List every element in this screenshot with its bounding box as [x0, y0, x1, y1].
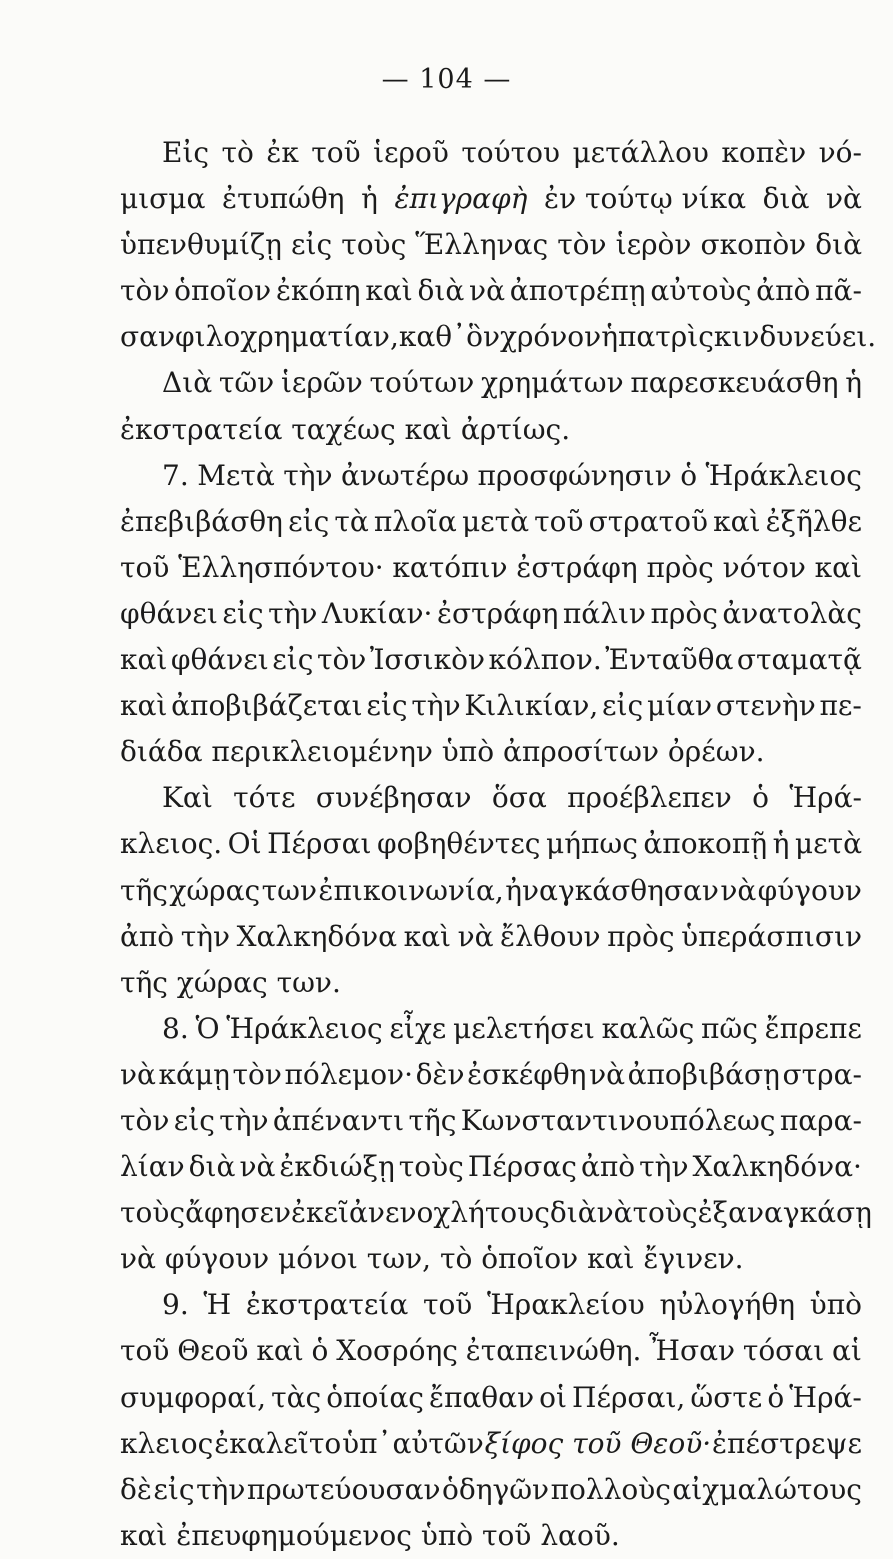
text-line [120, 1513, 862, 1559]
word: ξίφος τοῦ Θεοῦ· [484, 1426, 712, 1460]
word: ὑπεράσπισιν [681, 919, 862, 953]
word: ἀποβιβάζεται [171, 689, 363, 723]
word: κόλπον. [488, 643, 602, 677]
word: καλῶς [601, 1011, 695, 1045]
word: Εἰς [162, 136, 210, 169]
word: ὥστε [690, 1380, 763, 1414]
word: ἡ [772, 827, 790, 861]
word: φθάνει [120, 596, 218, 630]
word: μήπως [546, 827, 638, 861]
text-line [120, 1328, 862, 1374]
word: κλειος. [120, 827, 223, 861]
word: καὶ [256, 1334, 304, 1368]
word: ἠναγκάσθησαν [505, 873, 719, 907]
word: ἀνατολὰς [722, 596, 862, 630]
word: ἐπεβιβάσθη [120, 504, 283, 538]
word: ἱερῶν [280, 366, 363, 400]
word: 7. [162, 458, 189, 492]
word: καὶ [365, 274, 413, 308]
text-line [120, 591, 862, 637]
word: κατόπιν [392, 550, 508, 584]
word: Πέρσαι [267, 827, 372, 861]
word: πάλιν [562, 596, 646, 630]
text-line [120, 176, 862, 222]
word: ἀποτρέπῃ [509, 274, 646, 308]
word: διὰ [549, 1196, 597, 1230]
word: νὰ [589, 1057, 625, 1091]
word: ἀνωτέρω [341, 458, 470, 492]
word: διὰ [417, 274, 465, 308]
word: καὶ [713, 504, 761, 538]
word: εἰς [272, 643, 314, 677]
word: νὰ [469, 274, 505, 308]
word: νότον [722, 550, 806, 584]
word: ἀπὸ [580, 1150, 636, 1184]
word: νὰ [826, 182, 862, 216]
word: καὶ [120, 643, 168, 677]
word: καὶ ἐπευφημούμενος ὑπὸ τοῦ λαοῦ. [120, 1518, 620, 1552]
word: μισμα [120, 182, 206, 216]
word: Πέρσαι, [572, 1380, 686, 1414]
text-line [120, 1098, 862, 1144]
word: Ἰσσικὸν [369, 643, 485, 677]
word: ἐκδιώξῃ [279, 1150, 395, 1184]
word: ἡ [361, 182, 378, 216]
word: καὶ [814, 550, 862, 584]
word: τὸν [120, 274, 170, 308]
word: τὴν [180, 919, 231, 953]
word: των [261, 873, 317, 907]
word: ἐκεῖ [291, 1196, 350, 1230]
page-number: — 104 — [381, 64, 512, 95]
word: λίαν [120, 1150, 185, 1184]
text-line [120, 1467, 862, 1513]
word: ἀνενοχλήτους [349, 1196, 550, 1230]
word: τόσαι [742, 1334, 825, 1368]
text-line [120, 1375, 862, 1421]
word: αὐτῶν [392, 1426, 484, 1460]
word: εἰς [173, 1103, 215, 1137]
word: προέβλεπεν [567, 781, 732, 815]
word: εἶχε [389, 1011, 447, 1045]
word: Κωνσταντινουπόλεως [460, 1103, 776, 1137]
word: παρεσκευάσθη [630, 366, 839, 400]
word: πατρὶς [617, 320, 714, 354]
word: Χαλκηδόνα· [692, 1150, 862, 1184]
text-line [120, 453, 862, 499]
word: μίαν [646, 689, 713, 723]
word: ἐκαλεῖτο [214, 1426, 342, 1460]
word: ἱερὸν [615, 228, 692, 262]
word: τῆς [408, 1103, 457, 1137]
word: Καὶ [162, 781, 213, 815]
word: συμφοραί, [120, 1380, 267, 1414]
word: εἰς [153, 1472, 195, 1506]
word: τοῦ [311, 136, 361, 169]
word: ἐσκέφθη [467, 1057, 587, 1091]
text-line [120, 1236, 862, 1282]
word: πρωτεύουσαν [246, 1472, 441, 1506]
word: Χαλκηδόνα [236, 919, 398, 953]
word: Ἡ [203, 1288, 232, 1322]
word: τὰς [271, 1380, 322, 1414]
word: τοὺς [632, 1196, 698, 1230]
word: ἄφησεν [185, 1196, 291, 1230]
word: πᾶ- [815, 274, 862, 308]
word: ἀπὸ [120, 919, 175, 953]
word: εἰς [366, 689, 408, 723]
word: τὸν [120, 1103, 170, 1137]
word: Ἡράκλειος [705, 458, 862, 492]
word: τὴν [411, 689, 461, 723]
word: σταματᾷ [736, 643, 862, 677]
word: τοὺς [398, 1150, 464, 1184]
word: ἐτυπώθη [222, 182, 345, 216]
word: μελετήσει [453, 1011, 595, 1045]
word: 8. [162, 1011, 189, 1045]
word: Ἡρά- [789, 781, 862, 815]
word: Πέρσας [467, 1150, 577, 1184]
text-line [120, 360, 862, 406]
text-line [120, 683, 862, 729]
word: ὁ [752, 781, 769, 815]
word: Ἡρά- [789, 1380, 862, 1414]
word: ὑπ᾽ [342, 1426, 392, 1460]
text-line [120, 1144, 862, 1190]
word: νὰ [596, 1196, 633, 1230]
word: διὰ [815, 228, 862, 262]
word: εἰς [288, 504, 330, 538]
word: τὴν [639, 1150, 689, 1184]
word: κλειος [120, 1426, 214, 1460]
word: φοβηθέντες [377, 827, 541, 861]
word: ἐκόπη [275, 274, 361, 308]
text-line [120, 1282, 862, 1328]
word: συνέβησαν [315, 781, 472, 815]
word: νὰ [239, 1150, 276, 1184]
word: Ἡρακλείου [487, 1288, 645, 1322]
word: ὁδηγῶν [442, 1472, 550, 1506]
word: εἰς [291, 228, 333, 262]
word: αἱ [832, 1334, 862, 1368]
word: στρα- [782, 1057, 862, 1091]
word: τοῦ [120, 550, 170, 584]
word: πλοῖα [373, 504, 457, 538]
word: χρόνον [500, 320, 602, 354]
word: καὶ [120, 689, 168, 723]
word: Ἐνταῦθα [605, 643, 734, 677]
text-line [120, 821, 862, 867]
word: ἡ [845, 366, 862, 400]
text-line [120, 1421, 862, 1467]
word: ἐκ [266, 136, 299, 169]
word: ἔλθουν [500, 919, 601, 953]
word: ἐκστρατεία [245, 1288, 409, 1322]
word: χώρας [169, 873, 261, 907]
word: ἐξῆλθε [765, 504, 862, 538]
word: αὐτοὺς [650, 274, 752, 308]
word: τὰ [334, 504, 369, 538]
word: τοῦ [422, 1288, 473, 1322]
word: νὰ [120, 1057, 156, 1091]
word: ἐπέστρεψε [712, 1426, 862, 1460]
word: κάμῃ [158, 1057, 230, 1091]
text-line [120, 637, 862, 683]
word: ἀπὸ [756, 274, 811, 308]
word: τῆς [120, 873, 168, 907]
word: τοῦ [534, 504, 584, 538]
word: ὑπενθυμίζῃ [120, 228, 282, 262]
word: τότε [233, 781, 296, 815]
word: τὸν [557, 228, 607, 262]
word: κινδυνεύει. [713, 320, 877, 354]
text-line [120, 130, 862, 176]
word: φύγουν [757, 873, 862, 907]
word: τῆς χώρας των. [120, 965, 341, 999]
word: ὁποῖον [174, 274, 272, 308]
word: τοὺς [341, 228, 407, 262]
word: ἀπέναντι [272, 1103, 405, 1137]
word: Ἑλλησπόντου· [178, 550, 384, 584]
word: τὴν [268, 596, 318, 630]
word: τούτου [461, 136, 561, 169]
word: κοπὲν [721, 136, 807, 169]
word: Οἱ [227, 827, 262, 861]
word: Ἕλληνας [415, 228, 549, 262]
word: ηὐλογήθη [659, 1288, 796, 1322]
text-line [120, 1006, 862, 1052]
word: τοὺς [120, 1196, 186, 1230]
word: διὰ [188, 1150, 236, 1184]
word: ὃν [466, 320, 500, 354]
word: ἀποκοπῇ [643, 827, 768, 861]
word: προσφώνησιν [477, 458, 672, 492]
word: νό- [818, 136, 862, 169]
text-line [120, 407, 862, 453]
word: τὴν [196, 1472, 246, 1506]
text-line [120, 222, 862, 268]
text-line [120, 960, 862, 1006]
word: ἐπικοινωνία, [318, 873, 504, 907]
word: οἱ [539, 1380, 567, 1414]
word: Κιλικίαν, [464, 689, 599, 723]
word: ἐν τούτῳ νίκα [544, 182, 746, 216]
word: ἐπιγραφὴ [394, 182, 528, 216]
word: Διὰ [162, 366, 213, 400]
text-line [120, 868, 862, 914]
word: Ἡράκλειος [226, 1011, 383, 1045]
word: ἐξαναγκάσῃ [697, 1196, 872, 1230]
word: ὁ [680, 458, 698, 492]
text-line [120, 268, 862, 314]
word: αἰχμαλώτους [672, 1472, 862, 1506]
word: ὁ [311, 1334, 329, 1368]
word: στρατοῦ [588, 504, 709, 538]
word: ἱεροῦ [373, 136, 449, 169]
word: ἐστράφη [436, 596, 559, 630]
word: τὸν [316, 643, 367, 677]
word: τοῦ [120, 1334, 170, 1368]
text-line [120, 1052, 862, 1098]
word: καθ᾽ [398, 320, 467, 354]
word: φιλοχρηματίαν, [175, 320, 399, 354]
word: πρὸς [646, 550, 714, 584]
word: ἐστράφη [516, 550, 638, 584]
word: παρα- [779, 1103, 862, 1137]
word: φθάνει [170, 643, 269, 677]
text-line [120, 545, 862, 591]
word: νὰ [720, 873, 757, 907]
word: καὶ [403, 919, 452, 953]
word: νὰ [457, 919, 494, 953]
word: σαν [120, 320, 176, 354]
word: ἐκστρατεία ταχέως καὶ ἀρτίως. [120, 412, 571, 446]
word: τῶν [218, 366, 275, 400]
word: μετὰ [794, 827, 862, 861]
word: ὑπὸ [809, 1288, 862, 1322]
word: πρὸς [607, 919, 675, 953]
word: μετάλλου [572, 136, 709, 169]
text-line [120, 729, 862, 775]
word: πρὸς [650, 596, 718, 630]
word: ἡ [601, 320, 618, 354]
word: σκοπὸν [700, 228, 807, 262]
word: Θεοῦ [177, 1334, 249, 1368]
word: ἐταπεινώθη. [465, 1334, 642, 1368]
word: ὁ [767, 1380, 785, 1414]
word: νὰ φύγουν μόνοι των, τὸ ὁποῖον καὶ ἔγινεν. [120, 1242, 744, 1276]
word: δὲ [120, 1472, 152, 1506]
word: ὁποίας [326, 1380, 424, 1414]
word: διάδα περικλειομένην ὑπὸ ἀπροσίτων ὀρέων. [120, 735, 765, 769]
word: 9. [162, 1288, 189, 1322]
word: τὸ [221, 136, 254, 169]
text-line [120, 499, 862, 545]
text-line [120, 314, 877, 360]
body-text [120, 130, 877, 1559]
word: τὴν [283, 458, 333, 492]
text-line [120, 1190, 872, 1236]
text-line [120, 775, 862, 821]
word: πολλοὺς [550, 1472, 671, 1506]
word: Χοσρόης [336, 1334, 458, 1368]
word: πῶς [700, 1011, 758, 1045]
word: τὴν [219, 1103, 269, 1137]
word: τούτων [369, 366, 475, 400]
word: ἀποβιβάσῃ [627, 1057, 780, 1091]
word: ἔπαθαν [428, 1380, 535, 1414]
word: πε- [819, 689, 862, 723]
word: Ἦσαν [649, 1334, 736, 1368]
word: διὰ [762, 182, 810, 216]
word: Μετὰ [197, 458, 275, 492]
word: χρημάτων [480, 366, 624, 400]
word: ὅσα [491, 781, 547, 815]
word: ἔπρεπε [764, 1011, 862, 1045]
word: μετὰ [461, 504, 530, 538]
word: εἰς [222, 596, 264, 630]
word: τὸν [232, 1057, 282, 1091]
word: Λυκίαν· [321, 596, 433, 630]
word: πόλεμον· [284, 1057, 413, 1091]
text-line [120, 914, 862, 960]
word: Ὁ [195, 1011, 220, 1045]
word: στενὴν [715, 689, 816, 723]
word: εἰς [602, 689, 644, 723]
word: δὲν [415, 1057, 465, 1091]
